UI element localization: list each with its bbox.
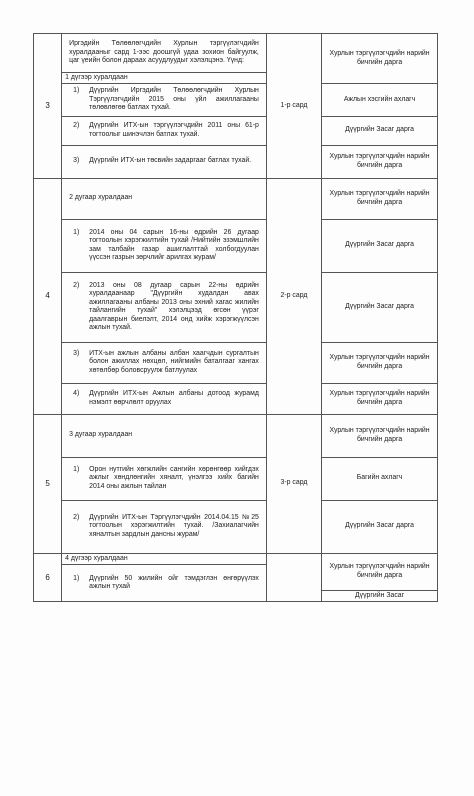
agenda-item-cell <box>62 500 267 553</box>
agenda-item-text: Дүүргийн Иргэдийн Төлөөлөгчдийн Хурлын Тэргүүлэгчдийн 2015 оны үйл ажиллагааны төлөвлөгөө батлах тухай. <box>89 87 259 112</box>
agenda-item-cell <box>62 457 267 500</box>
session-title: 3 дугаар хуралдаан <box>69 431 133 439</box>
agenda-item-cell <box>62 116 267 145</box>
table-row <box>34 383 438 414</box>
item-number: 1) <box>73 228 80 236</box>
item-number: 3) <box>73 157 80 165</box>
session-title-cell <box>62 414 267 457</box>
agenda-intro: Иргэдийн Төлөөлөгчдийн Хурлын тэргүүлэгчдийн хуралдааныг сард 1-ээс доошгүй удаа зохион байгуулж, цаг үеийн болон дараах асуудлуудыг хэлэлцэнэ. Үүнд: <box>69 40 259 65</box>
table-row <box>34 457 438 500</box>
row-number: 6 <box>34 553 62 601</box>
schedule-month <box>266 553 321 601</box>
agenda-item-text: Дүүргийн 50 жилийн ойг тэмдэглэн өнгөрүүлэх ажлын тухай <box>89 574 259 591</box>
agenda-item-cell <box>62 565 267 602</box>
table-row <box>34 272 438 342</box>
session-title: 2 дугаар хуралдаан <box>69 194 133 202</box>
table-row <box>34 116 438 145</box>
agenda-item-text: 2014 оны 04 сарын 16-ны өдрийн 26 дугаар тогтоолын хэрэгжилтийн тухай /Нийтийн эзэмшлийн зам талбайн газар ашиглалттай холбогдуулан үүссэн газрын зөрчлийг арилгах журам/ <box>89 228 259 262</box>
table-row <box>34 414 438 457</box>
item-number: 1) <box>73 87 80 95</box>
responsible-person: Хурлын тэргүүлэгчдийн нарийн бичгийн дарга <box>322 178 438 219</box>
table-row <box>34 219 438 272</box>
responsible-person: Багийн ахлагч <box>322 457 438 500</box>
agenda-item-text: Дүүргийн ИТХ-ын Ажлын албаны дотоод журамд нэмэлт өөрчлөлт оруулах <box>89 390 259 406</box>
table-row <box>34 178 438 219</box>
session-title: 1 дүгээр хуралдаан <box>62 73 267 84</box>
item-number: 2) <box>73 122 80 130</box>
responsible-person: Хурлын тэргүүлэгчдийн нарийн бичгийн дарга <box>322 145 438 178</box>
item-number: 3) <box>73 350 80 358</box>
schedule-month: 2-р сард <box>266 178 321 414</box>
responsible-person: Хурлын тэргүүлэгчдийн нарийн бичгийн дарга <box>322 414 438 457</box>
item-number: 2) <box>73 514 80 522</box>
item-number: 1) <box>73 574 80 582</box>
responsible-person: Хурлын тэргүүлэгчдийн нарийн бичгийн дарга <box>322 553 438 590</box>
agenda-item-cell <box>62 219 267 272</box>
table-row <box>34 342 438 383</box>
agenda-item-text: Орон нутгийн хөгжлийн сангийн хөрөнгөөр хийгдэх ажлыг хөндлөнгийн хяналт, үнэлгээ хийх багийн 2014 оны ажлын тайлан <box>89 466 259 490</box>
agenda-item-cell <box>62 145 267 178</box>
agenda-intro-cell <box>62 34 267 73</box>
agenda-item-cell <box>62 383 267 414</box>
agenda-item-text: Дүүргийн ИТХ-ын төсвийн задаргааг батлах тухай. <box>89 157 252 165</box>
agenda-item-text: Дүүргийн ИТХ-ын Тэргүүлэгчдийн 2014.04.15 №25 тогтоолын хэрэгжилтийн тухай. /Захиалагчийн хяналтын зардлын дансны журам/ <box>89 514 259 538</box>
responsible-person: Дүүргийн Засаг дарга <box>322 219 438 272</box>
responsible-person: Дүүргийн Засаг <box>322 590 438 601</box>
schedule-month: 3-р сард <box>266 414 321 553</box>
work-plan-table <box>33 33 438 602</box>
table-row <box>34 553 438 564</box>
session-title-cell <box>62 178 267 219</box>
schedule-month: 1-р сард <box>266 34 321 179</box>
row-number: 3 <box>34 34 62 179</box>
agenda-item-text: Дүүргийн ИТХ-ын тэргүүлэгчдийн 2011 оны 61-р тогтоолыг шинэчлэн батлах тухай. <box>89 122 259 138</box>
agenda-item-cell <box>62 342 267 383</box>
session-title: 4 дүгээр хуралдаан <box>62 553 267 564</box>
responsible-person: Дүүргийн Засаг дарга <box>322 272 438 342</box>
item-number: 4) <box>73 390 80 398</box>
agenda-item-text: ИТХ-ын ажлын албаны албан хаагчдын сургалтын болон ажиллах нөхцөл, нийгмийн баталгааг хангах хөтөлбөр боловсруулж батлуулах <box>89 350 259 374</box>
responsible-person: Ажлын хэсгийн ахлагч <box>322 84 438 116</box>
responsible-person: Хурлын тэргүүлэгчдийн нарийн бичгийн дарга <box>322 383 438 414</box>
item-number: 2) <box>73 281 80 289</box>
row-number: 5 <box>34 414 62 553</box>
table-row <box>34 34 438 73</box>
responsible-person: Дүүргийн Засаг дарга <box>322 500 438 553</box>
responsible-person: Хурлын тэргүүлэгчдийн нарийн бичгийн дарга <box>322 34 438 84</box>
agenda-item-cell <box>62 272 267 342</box>
table-row <box>34 500 438 553</box>
table-row <box>34 84 438 116</box>
table-row <box>34 145 438 178</box>
responsible-person: Дүүргийн Засаг дарга <box>322 116 438 145</box>
row-number: 4 <box>34 178 62 414</box>
agenda-item-cell <box>62 84 267 116</box>
agenda-item-text: 2013 оны 08 дугаар сарын 22-ны өдрийн хуралдаанаар "Дүүргийн худалдан авах ажиллагааны албаны 2013 оны эхний хагас жилийн тайлангийн тухай" хэлэлцээд өгсөн үүрэг даалгаврын биелэлт, 2014 онд хийж хэрэгжүүлсэн ажлын тухай. <box>89 281 259 332</box>
responsible-person: Хурлын тэргүүлэгчдийн нарийн бичгийн дарга <box>322 342 438 383</box>
item-number: 1) <box>73 466 80 474</box>
